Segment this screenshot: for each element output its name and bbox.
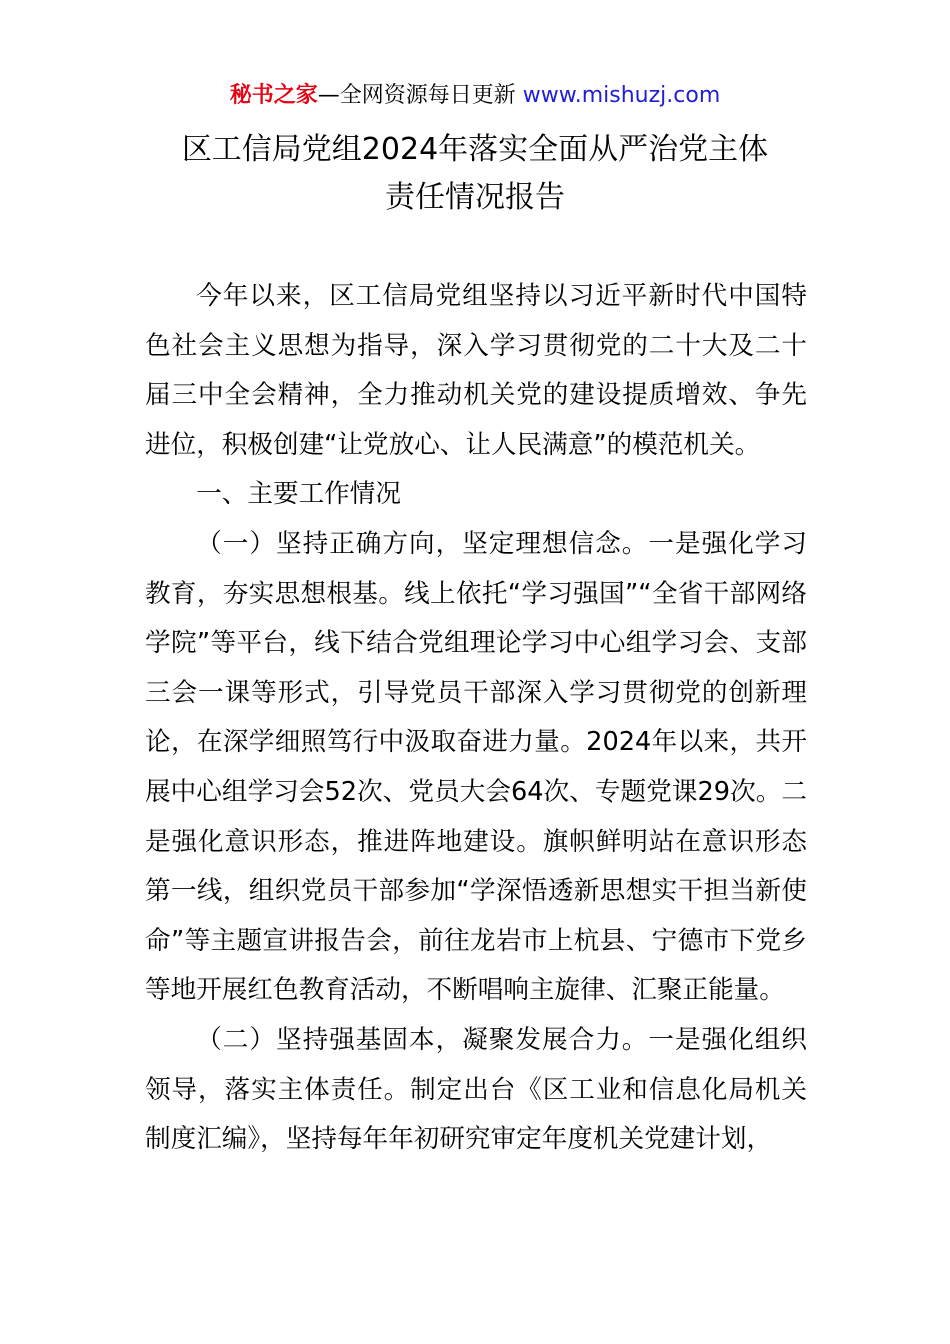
paragraph-part-1: （一）坚持正确方向，坚定理想信念。一是强化学习教育，夯实思想根基。线上依托“学习强国”“全省干部网络学院”等平台，线下结合党组理论学习中心组学习会、支部三会一课等形式，引导党员干部深入学习贯彻党的创新理论，在深学细照笃行中汲取奋进力量。2024年以来，共开展中心组学习会52次、党员大会64次、专题党课29次。二是强化意识形态，推进阵地建设。旗帜鲜明站在意识形态第一线，组织党员干部参加“学深悟透新思想实干担当新使命”等主题宣讲报告会，前往龙岩市上杭县、宁德市下党乡等地开展红色教育活动，不断唱响主旋律、汇聚正能量。 [145,528,807,1006]
document-body [145,272,807,1165]
site-url-link[interactable]: www.mishuzj.com [522,83,721,108]
site-brand-link[interactable]: 秘书之家 [229,83,318,108]
site-slogan: —全网资源每日更新 [317,83,516,108]
title-line-2: 责任情况报告 [385,180,565,215]
site-header [0,80,950,112]
section-heading: 一、主要工作情况 [196,479,401,510]
paragraph-part-2: （二）坚持强基固本，凝聚发展合力。一是强化组织领导，落实主体责任。制定出台《区工业和信息化局机关制度汇编》，坚持每年年初研究审定年度机关党建计划， [145,1024,807,1155]
paragraph-intro: 今年以来，区工信局党组坚持以习近平新时代中国特色社会主义思想为指导，深入学习贯彻党的二十大及二十届三中全会精神，全力推动机关党的建设提质增效、争先进位，积极创建“让党放心、让人民满意”的模范机关。 [145,281,807,460]
document-title [0,126,950,222]
title-line-1: 区工信局党组2024年落实全面从严治党主体 [181,132,769,167]
